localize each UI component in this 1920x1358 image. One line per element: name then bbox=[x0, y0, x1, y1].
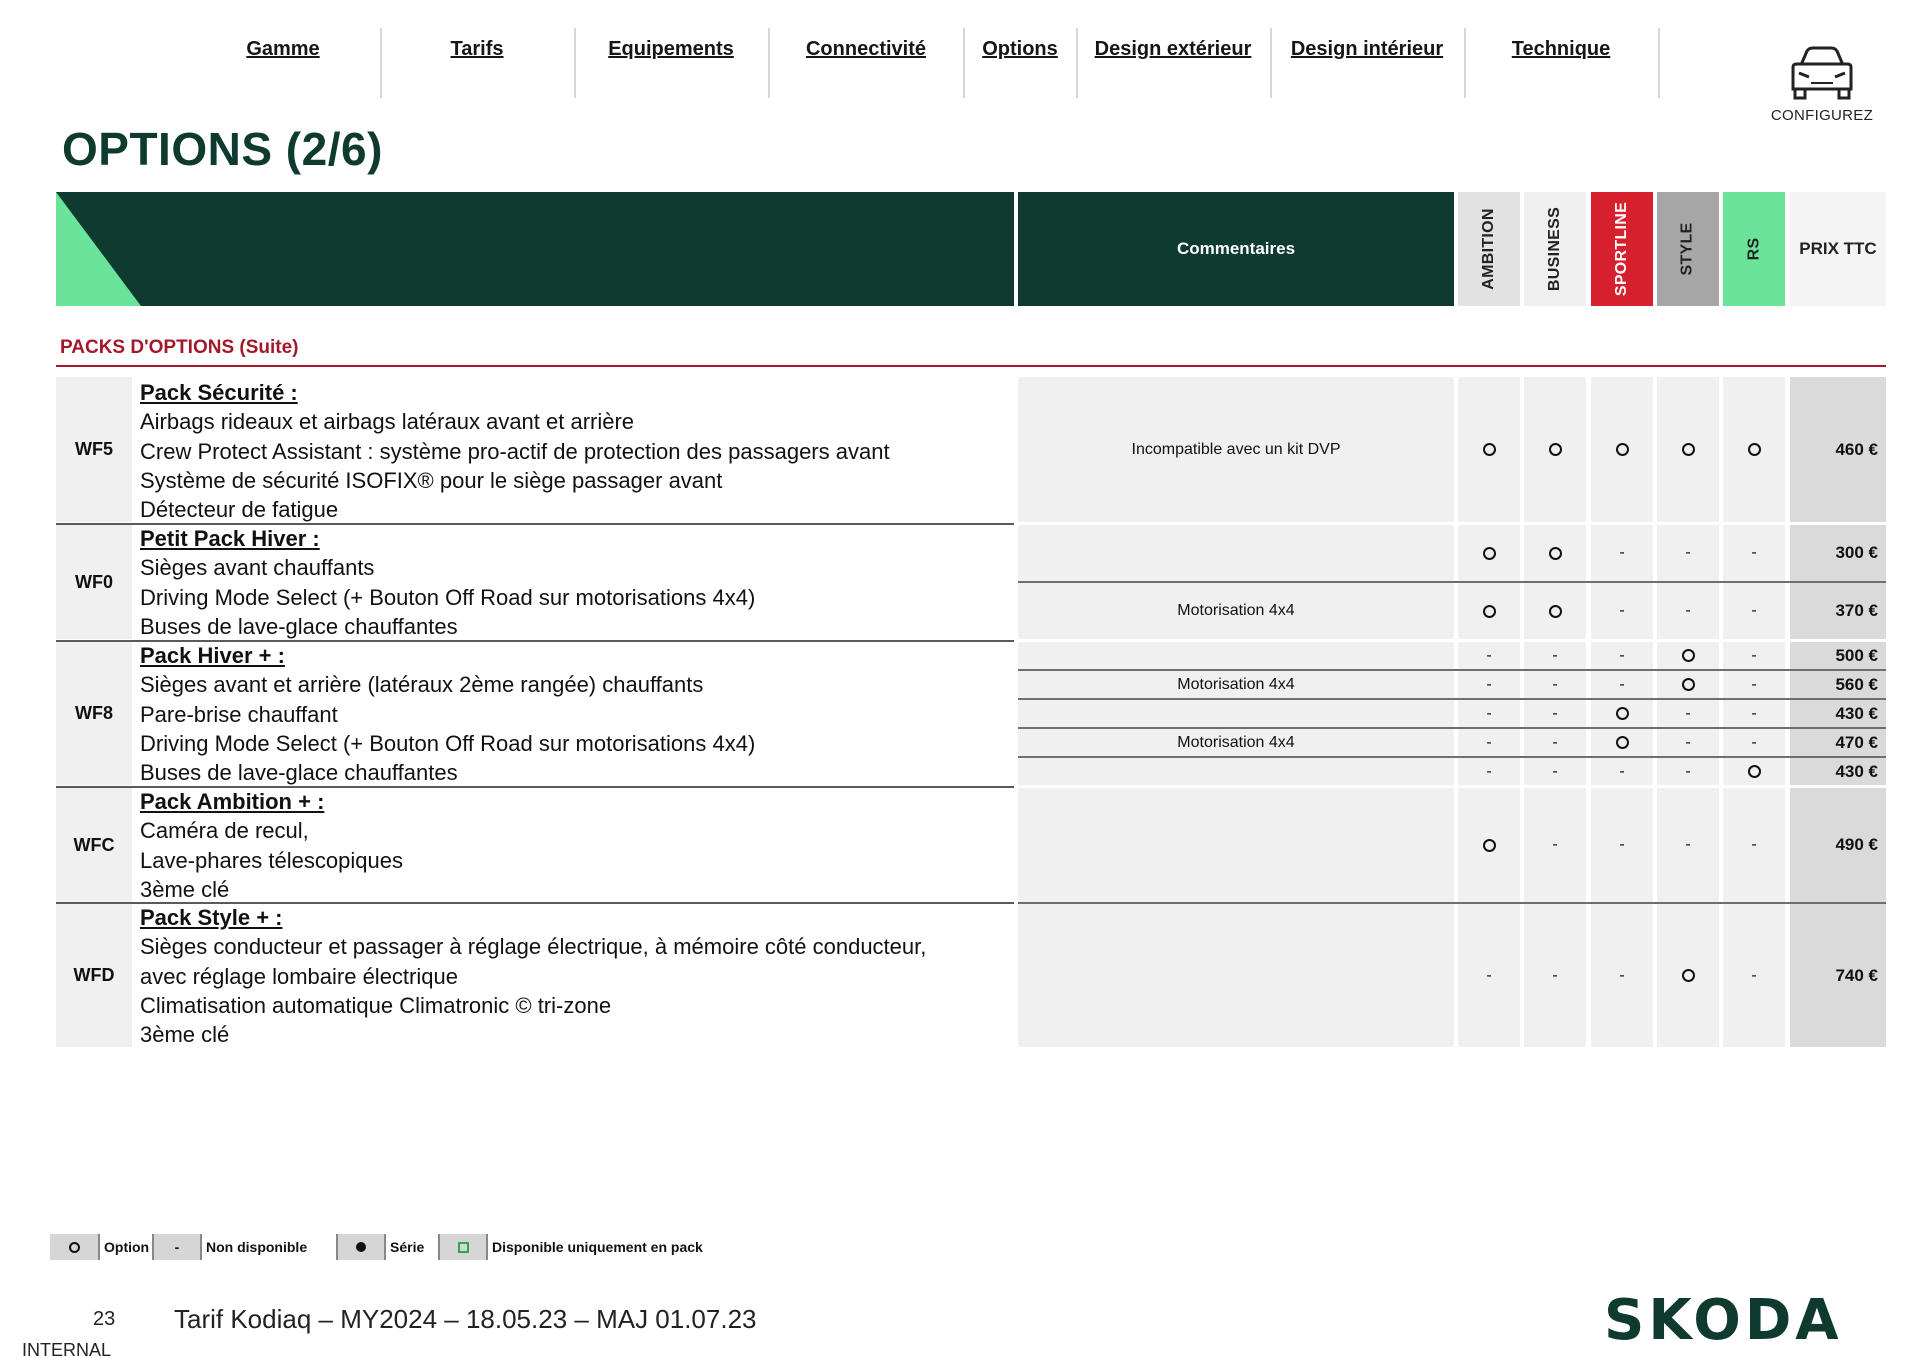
option-circle-icon bbox=[1549, 547, 1562, 560]
row-comment bbox=[1018, 525, 1454, 581]
legend-label: Option bbox=[98, 1234, 149, 1260]
option-circle-icon bbox=[1748, 765, 1761, 778]
pack-line: Driving Mode Select (+ Bouton Off Road sur motorisations 4x4) bbox=[140, 730, 756, 756]
nav-separator bbox=[574, 28, 576, 98]
footer-title: Tarif Kodiaq – MY2024 – 18.05.23 – MAJ 01.07.23 bbox=[174, 1304, 757, 1334]
table-row bbox=[1018, 671, 1886, 698]
option-circle-icon bbox=[1682, 443, 1695, 456]
nav-separator bbox=[380, 28, 382, 98]
cell-style bbox=[1657, 377, 1719, 522]
nav-separator bbox=[1076, 28, 1078, 98]
legend-option bbox=[50, 1234, 149, 1260]
row-price: 430 € bbox=[1790, 758, 1886, 785]
cell-ambition: - bbox=[1458, 729, 1520, 756]
pack-line: Sièges avant et arrière (latéraux 2ème rangée) chauffants bbox=[140, 672, 704, 698]
table-row bbox=[1018, 788, 1886, 902]
cell-style: - bbox=[1657, 788, 1719, 902]
pack-title: Petit Pack Hiver : bbox=[140, 526, 320, 551]
cell-style bbox=[1657, 671, 1719, 698]
row-comment bbox=[1018, 642, 1454, 669]
table-row bbox=[1018, 377, 1886, 522]
legend-label: Disponible uniquement en pack bbox=[486, 1234, 703, 1260]
pack-line: Système de sécurité ISOFIX® pour le siège passager avant bbox=[140, 467, 723, 493]
pack-description bbox=[136, 903, 1014, 1049]
row-price: 370 € bbox=[1790, 583, 1886, 639]
nav-link-connectivite[interactable]: Connectivité bbox=[805, 38, 927, 60]
header-trim-ambition: AMBITION bbox=[1458, 192, 1520, 306]
nav-link-options[interactable]: Options bbox=[982, 38, 1058, 60]
option-circle-icon bbox=[1549, 605, 1562, 618]
option-circle-icon bbox=[1483, 547, 1496, 560]
table-row bbox=[1018, 758, 1886, 785]
cell-business: - bbox=[1524, 700, 1586, 727]
option-circle-icon bbox=[1616, 443, 1629, 456]
cell-business: - bbox=[1524, 904, 1586, 1047]
nav-link-tarifs[interactable]: Tarifs bbox=[450, 38, 504, 60]
cell-rs: - bbox=[1723, 671, 1785, 698]
row-comment: Incompatible avec un kit DVP bbox=[1018, 377, 1454, 522]
option-circle-icon bbox=[1748, 443, 1761, 456]
legend-label: Série bbox=[384, 1234, 424, 1260]
cell-business bbox=[1524, 583, 1586, 639]
cell-ambition bbox=[1458, 377, 1520, 522]
option-code: WF8 bbox=[56, 642, 132, 785]
cell-ambition bbox=[1458, 583, 1520, 639]
cell-business: - bbox=[1524, 758, 1586, 785]
header-trim-style: STYLE bbox=[1657, 192, 1719, 306]
option-circle-icon bbox=[1483, 605, 1496, 618]
cell-rs bbox=[1723, 377, 1785, 522]
cell-style bbox=[1657, 904, 1719, 1047]
cell-sportline: - bbox=[1591, 758, 1653, 785]
cell-rs: - bbox=[1723, 583, 1785, 639]
skoda-logo: SKODA bbox=[1604, 1288, 1843, 1353]
cell-business bbox=[1524, 377, 1586, 522]
cell-sportline: - bbox=[1591, 583, 1653, 639]
top-navigation bbox=[0, 0, 1920, 100]
row-comment: Motorisation 4x4 bbox=[1018, 671, 1454, 698]
cell-ambition: - bbox=[1458, 700, 1520, 727]
option-circle-icon bbox=[1616, 707, 1629, 720]
legend-label: Non disponible bbox=[200, 1234, 307, 1260]
cell-ambition bbox=[1458, 525, 1520, 581]
option-circle-icon bbox=[1483, 839, 1496, 852]
header-commentaires: Commentaires bbox=[1018, 192, 1454, 306]
cell-rs: - bbox=[1723, 904, 1785, 1047]
green-triangle-decoration bbox=[56, 192, 146, 306]
pack-title: Pack Ambition + : bbox=[140, 789, 325, 814]
row-comment: Motorisation 4x4 bbox=[1018, 729, 1454, 756]
cell-business: - bbox=[1524, 729, 1586, 756]
pack-description bbox=[136, 524, 1014, 641]
cell-sportline: - bbox=[1591, 525, 1653, 581]
option-circle-icon bbox=[50, 1234, 98, 1260]
row-price: 740 € bbox=[1790, 904, 1886, 1047]
cell-rs: - bbox=[1723, 788, 1785, 902]
nav-separator bbox=[1270, 28, 1272, 98]
green-square-icon bbox=[438, 1234, 486, 1260]
row-comment bbox=[1018, 700, 1454, 727]
nav-separator bbox=[1658, 28, 1660, 98]
legend-not-available bbox=[152, 1234, 307, 1260]
configure-label: CONFIGUREZ bbox=[1770, 107, 1874, 124]
pack-line: Lave-phares télescopiques bbox=[140, 847, 403, 873]
cell-rs: - bbox=[1723, 729, 1785, 756]
pack-line: 3ème clé bbox=[140, 876, 230, 902]
pack-title: Pack Sécurité : bbox=[140, 380, 298, 405]
page-title: OPTIONS (2/6) bbox=[62, 123, 383, 175]
classification-label: INTERNAL bbox=[22, 1340, 112, 1358]
cell-sportline: - bbox=[1591, 642, 1653, 669]
nav-separator bbox=[963, 28, 965, 98]
cell-style bbox=[1657, 642, 1719, 669]
row-price: 430 € bbox=[1790, 700, 1886, 727]
cell-ambition bbox=[1458, 788, 1520, 902]
option-circle-icon bbox=[1682, 969, 1695, 982]
cell-rs bbox=[1723, 758, 1785, 785]
table-row bbox=[1018, 700, 1886, 727]
cell-sportline bbox=[1591, 700, 1653, 727]
row-comment bbox=[1018, 758, 1454, 785]
cell-style: - bbox=[1657, 583, 1719, 639]
row-price: 500 € bbox=[1790, 642, 1886, 669]
nav-link-design-exterieur[interactable]: Design extérieur bbox=[1094, 38, 1252, 60]
dash-icon: - bbox=[152, 1234, 200, 1260]
pack-line: Caméra de recul, bbox=[140, 818, 309, 844]
row-price: 300 € bbox=[1790, 525, 1886, 581]
pack-line: Driving Mode Select (+ Bouton Off Road sur motorisations 4x4) bbox=[140, 584, 756, 610]
section-title: PACKS D'OPTIONS (Suite) bbox=[60, 337, 299, 358]
option-code: WFC bbox=[56, 788, 132, 902]
pack-line: Sièges avant chauffants bbox=[140, 555, 375, 581]
pack-line: 3ème clé bbox=[140, 1022, 230, 1048]
option-code: WF5 bbox=[56, 377, 132, 522]
pack-title: Pack Hiver + : bbox=[140, 643, 285, 668]
nav-link-equipements[interactable]: Equipements bbox=[608, 38, 734, 60]
pack-title: Pack Style + : bbox=[140, 905, 283, 930]
option-circle-icon bbox=[1616, 736, 1629, 749]
row-price: 560 € bbox=[1790, 671, 1886, 698]
cell-business: - bbox=[1524, 788, 1586, 902]
header-trim-rs: RS bbox=[1723, 192, 1785, 306]
section-divider bbox=[56, 365, 1886, 367]
option-code: WF0 bbox=[56, 525, 132, 639]
header-prix-ttc: PRIX TTC bbox=[1790, 192, 1886, 306]
header-trim-business: BUSINESS bbox=[1524, 192, 1586, 306]
table-row bbox=[1018, 729, 1886, 756]
cell-ambition: - bbox=[1458, 904, 1520, 1047]
cell-rs: - bbox=[1723, 642, 1785, 669]
cell-rs: - bbox=[1723, 525, 1785, 581]
pack-description bbox=[136, 378, 1014, 524]
pack-line: Sièges conducteur et passager à réglage électrique, à mémoire côté conducteur, bbox=[140, 934, 927, 960]
pack-line: Buses de lave-glace chauffantes bbox=[140, 760, 458, 786]
table-row bbox=[1018, 583, 1886, 639]
nav-separator bbox=[1464, 28, 1466, 98]
cell-business: - bbox=[1524, 642, 1586, 669]
row-price: 470 € bbox=[1790, 729, 1886, 756]
cell-sportline: - bbox=[1591, 904, 1653, 1047]
row-comment: Motorisation 4x4 bbox=[1018, 583, 1454, 639]
option-circle-icon bbox=[1549, 443, 1562, 456]
pack-line: Climatisation automatique Climatronic © tri-zone bbox=[140, 992, 612, 1018]
pack-line: avec réglage lombaire électrique bbox=[140, 963, 458, 989]
nav-link-design-interieur[interactable]: Design intérieur bbox=[1290, 38, 1444, 60]
table-row bbox=[1018, 642, 1886, 669]
row-comment bbox=[1018, 788, 1454, 902]
option-circle-icon bbox=[1682, 649, 1695, 662]
option-code: WFD bbox=[56, 904, 132, 1047]
table-row bbox=[1018, 525, 1886, 581]
cell-sportline bbox=[1591, 729, 1653, 756]
row-price: 490 € bbox=[1790, 788, 1886, 902]
cell-sportline: - bbox=[1591, 788, 1653, 902]
option-circle-icon bbox=[1682, 678, 1695, 691]
legend-pack-only bbox=[438, 1234, 703, 1260]
table-row bbox=[1018, 904, 1886, 1047]
cell-style: - bbox=[1657, 729, 1719, 756]
pack-line: Détecteur de fatigue bbox=[140, 497, 339, 523]
cell-business bbox=[1524, 525, 1586, 581]
row-price: 460 € bbox=[1790, 377, 1886, 522]
cell-sportline bbox=[1591, 377, 1653, 522]
cell-sportline: - bbox=[1591, 671, 1653, 698]
nav-link-gamme[interactable]: Gamme bbox=[246, 38, 320, 60]
car-icon bbox=[1787, 45, 1857, 101]
cell-style: - bbox=[1657, 758, 1719, 785]
page-number: 23 bbox=[93, 1308, 116, 1330]
row-comment bbox=[1018, 904, 1454, 1047]
legend-standard bbox=[336, 1234, 424, 1260]
pack-line: Buses de lave-glace chauffantes bbox=[140, 613, 458, 639]
cell-ambition: - bbox=[1458, 642, 1520, 669]
header-trim-sportline: SPORTLINE bbox=[1591, 192, 1653, 306]
pack-description bbox=[136, 641, 1014, 787]
cell-style: - bbox=[1657, 700, 1719, 727]
cell-ambition: - bbox=[1458, 758, 1520, 785]
pack-line: Crew Protect Assistant : système pro-actif de protection des passagers avant bbox=[140, 438, 890, 464]
nav-link-technique[interactable]: Technique bbox=[1511, 38, 1611, 60]
option-circle-icon bbox=[1483, 443, 1496, 456]
configure-button[interactable] bbox=[1762, 45, 1882, 124]
cell-business: - bbox=[1524, 671, 1586, 698]
pack-line: Airbags rideaux et airbags latéraux avant et arrière bbox=[140, 409, 635, 435]
cell-ambition: - bbox=[1458, 671, 1520, 698]
filled-dot-icon bbox=[336, 1234, 384, 1260]
table-header-band bbox=[56, 192, 1014, 306]
cell-style: - bbox=[1657, 525, 1719, 581]
pack-description bbox=[136, 787, 1014, 904]
pack-line: Pare-brise chauffant bbox=[140, 701, 338, 727]
cell-rs: - bbox=[1723, 700, 1785, 727]
nav-separator bbox=[768, 28, 770, 98]
